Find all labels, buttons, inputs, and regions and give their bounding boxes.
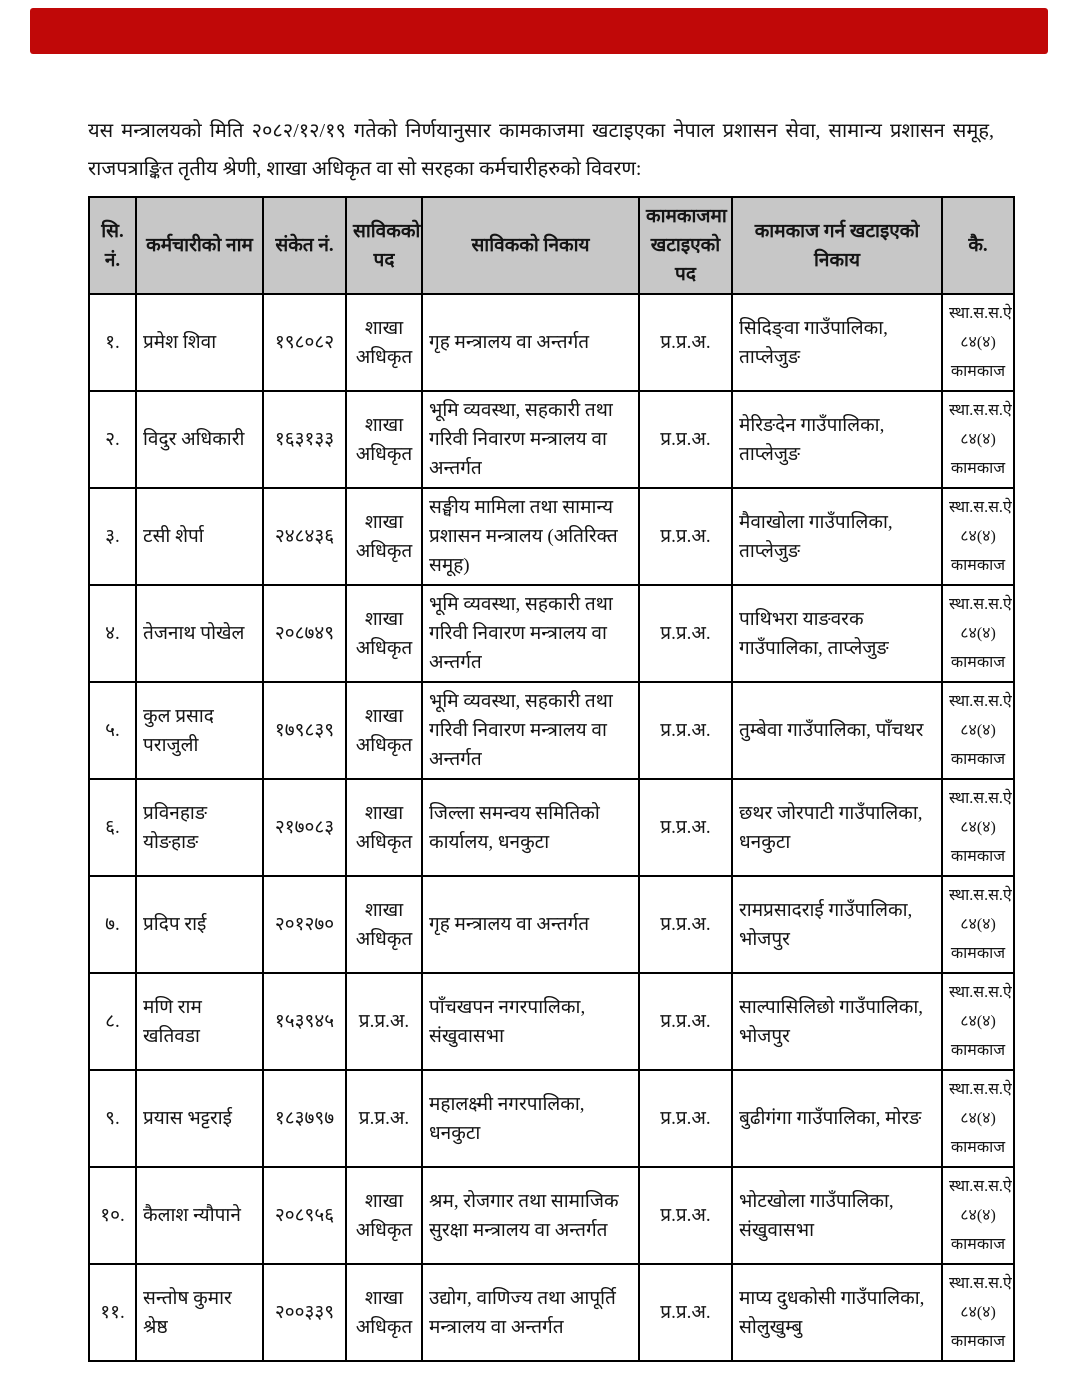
- table-header: [89, 197, 1014, 294]
- table-cell: बुढीगंगा गाउँपालिका, मोरङ: [732, 1070, 942, 1167]
- table-row: [89, 294, 1014, 391]
- table-cell: १.: [89, 294, 136, 391]
- table-cell: माप्य दुधकोसी गाउँपालिका, सोलुखुम्बु: [732, 1264, 942, 1361]
- table-cell: तुम्बेवा गाउँपालिका, पाँचथर: [732, 682, 942, 779]
- header-row: [89, 197, 1014, 294]
- table-cell: ८.: [89, 973, 136, 1070]
- table-cell: प्र.प्र.अ.: [346, 1070, 422, 1167]
- table-cell: प्र.प्र.अ.: [639, 391, 732, 488]
- table-cell: स्था.स.स.ऐ ८४(४) कामकाज: [942, 391, 1014, 488]
- table-cell: ११.: [89, 1264, 136, 1361]
- table-cell: शाखा अधिकृत: [346, 294, 422, 391]
- table-cell: स्था.स.स.ऐ ८४(४) कामकाज: [942, 585, 1014, 682]
- table-cell: प्र.प्र.अ.: [639, 1070, 732, 1167]
- table-row: [89, 585, 1014, 682]
- table-cell: ६.: [89, 779, 136, 876]
- table-cell: प्र.प्र.अ.: [639, 488, 732, 585]
- table-cell: सिदिङ्वा गाउँपालिका, ताप्लेजुङ: [732, 294, 942, 391]
- table-cell: शाखा अधिकृत: [346, 682, 422, 779]
- table-cell: १७९८३९: [263, 682, 346, 779]
- column-header-2: संकेत नं.: [263, 197, 346, 294]
- table-row: [89, 682, 1014, 779]
- table-cell: प्रयास भट्टराई: [136, 1070, 263, 1167]
- column-header-5: कामकाजमा खटाइएको पद: [639, 197, 732, 294]
- column-header-0: सि. नं.: [89, 197, 136, 294]
- table-row: [89, 488, 1014, 585]
- table-cell: प्र.प्र.अ.: [639, 294, 732, 391]
- table-cell: कुल प्रसाद पराजुली: [136, 682, 263, 779]
- table-cell: सङ्घीय मामिला तथा सामान्य प्रशासन मन्त्रालय (अतिरिक्त समूह): [422, 488, 639, 585]
- table-body: [89, 294, 1014, 1361]
- table-cell: प्र.प्र.अ.: [639, 1264, 732, 1361]
- table-cell: शाखा अधिकृत: [346, 391, 422, 488]
- table-cell: उद्योग, वाणिज्य तथा आपूर्ति मन्त्रालय वा अन्तर्गत: [422, 1264, 639, 1361]
- table-cell: २.: [89, 391, 136, 488]
- table-cell: शाखा अधिकृत: [346, 779, 422, 876]
- table-row: [89, 1167, 1014, 1264]
- table-cell: २०८९५६: [263, 1167, 346, 1264]
- table-cell: प्रविनहाङ योङहाङ: [136, 779, 263, 876]
- table-cell: ९.: [89, 1070, 136, 1167]
- table-cell: मणि राम खतिवडा: [136, 973, 263, 1070]
- table-cell: १९८०८२: [263, 294, 346, 391]
- table-cell: गृह मन्त्रालय वा अन्तर्गत: [422, 876, 639, 973]
- table-cell: ५.: [89, 682, 136, 779]
- table-cell: भूमि व्यवस्था, सहकारी तथा गरिवी निवारण मन्त्रालय वा अन्तर्गत: [422, 391, 639, 488]
- table-row: [89, 876, 1014, 973]
- table-cell: भूमि व्यवस्था, सहकारी तथा गरिवी निवारण मन्त्रालय वा अन्तर्गत: [422, 682, 639, 779]
- intro-paragraph: यस मन्त्रालयको मिति २०८२/१२/१९ गतेको निर्णयानुसार कामकाजमा खटाइएका नेपाल प्रशासन सेवा, सामान्य प्रशासन समूह, राजपत्राङ्कित तृतीय श्रेणी, शाखा अधिकृत वा सो सरहका कर्मचारीहरुको विवरण:: [88, 120, 994, 180]
- table-cell: पाथिभरा याङवरक गाउँपालिका, ताप्लेजुङ: [732, 585, 942, 682]
- table-cell: स्था.स.स.ऐ ८४(४) कामकाज: [942, 1167, 1014, 1264]
- table-cell: ३.: [89, 488, 136, 585]
- table-cell: २१७०८३: [263, 779, 346, 876]
- table-cell: प्र.प्र.अ.: [346, 973, 422, 1070]
- table-cell: प्र.प्र.अ.: [639, 876, 732, 973]
- table-cell: २०१२७०: [263, 876, 346, 973]
- table-cell: रामप्रसादराई गाउँपालिका, भोजपुर: [732, 876, 942, 973]
- table-cell: प्रमेश शिवा: [136, 294, 263, 391]
- table-cell: छथर जोरपाटी गाउँपालिका, धनकुटा: [732, 779, 942, 876]
- table-cell: प्रदिप राई: [136, 876, 263, 973]
- table-cell: पाँचखपन नगरपालिका, संखुवासभा: [422, 973, 639, 1070]
- table-row: [89, 391, 1014, 488]
- table-cell: २००३३९: [263, 1264, 346, 1361]
- column-header-4: साविकको निकाय: [422, 197, 639, 294]
- table-cell: शाखा अधिकृत: [346, 585, 422, 682]
- table-cell: प्र.प्र.अ.: [639, 973, 732, 1070]
- table-cell: स्था.स.स.ऐ ८४(४) कामकाज: [942, 779, 1014, 876]
- table-cell: ७.: [89, 876, 136, 973]
- table-cell: मैवाखोला गाउँपालिका, ताप्लेजुङ: [732, 488, 942, 585]
- table-cell: ४.: [89, 585, 136, 682]
- table-cell: टसी शेर्पा: [136, 488, 263, 585]
- table-cell: शाखा अधिकृत: [346, 1264, 422, 1361]
- staff-assignment-table: [88, 196, 1015, 1362]
- table-cell: विदुर अधिकारी: [136, 391, 263, 488]
- redacted-letterhead-bar: [30, 8, 1048, 54]
- table-row: [89, 973, 1014, 1070]
- table-cell: भूमि व्यवस्था, सहकारी तथा गरिवी निवारण मन्त्रालय वा अन्तर्गत: [422, 585, 639, 682]
- table-cell: प्र.प्र.अ.: [639, 682, 732, 779]
- table-cell: स्था.स.स.ऐ ८४(४) कामकाज: [942, 682, 1014, 779]
- column-header-3: साविकको पद: [346, 197, 422, 294]
- table-cell: १५३९४५: [263, 973, 346, 1070]
- table-cell: प्र.प्र.अ.: [639, 779, 732, 876]
- table-cell: मेरिङदेन गाउँपालिका, ताप्लेजुङ: [732, 391, 942, 488]
- table-cell: स्था.स.स.ऐ ८४(४) कामकाज: [942, 1264, 1014, 1361]
- table-cell: गृह मन्त्रालय वा अन्तर्गत: [422, 294, 639, 391]
- table-cell: भोटखोला गाउँपालिका, संखुवासभा: [732, 1167, 942, 1264]
- table-cell: शाखा अधिकृत: [346, 1167, 422, 1264]
- table-cell: स्था.स.स.ऐ ८४(४) कामकाज: [942, 294, 1014, 391]
- table-cell: १६३१३३: [263, 391, 346, 488]
- table-cell: तेजनाथ पोखेल: [136, 585, 263, 682]
- table-cell: साल्पासिलिछो गाउँपालिका, भोजपुर: [732, 973, 942, 1070]
- table-cell: स्था.स.स.ऐ ८४(४) कामकाज: [942, 488, 1014, 585]
- table-cell: प्र.प्र.अ.: [639, 585, 732, 682]
- table-cell: १०.: [89, 1167, 136, 1264]
- table-row: [89, 1264, 1014, 1361]
- table-cell: प्र.प्र.अ.: [639, 1167, 732, 1264]
- table-cell: श्रम, रोजगार तथा सामाजिक सुरक्षा मन्त्रालय वा अन्तर्गत: [422, 1167, 639, 1264]
- table-cell: शाखा अधिकृत: [346, 488, 422, 585]
- table-cell: सन्तोष कुमार श्रेष्ठ: [136, 1264, 263, 1361]
- table-row: [89, 779, 1014, 876]
- table-cell: २४८४३६: [263, 488, 346, 585]
- table-cell: जिल्ला समन्वय समितिको कार्यालय, धनकुटा: [422, 779, 639, 876]
- table-cell: स्था.स.स.ऐ ८४(४) कामकाज: [942, 876, 1014, 973]
- column-header-6: कामकाज गर्न खटाइएको निकाय: [732, 197, 942, 294]
- table-cell: महालक्ष्मी नगरपालिका, धनकुटा: [422, 1070, 639, 1167]
- column-header-1: कर्मचारीको नाम: [136, 197, 263, 294]
- table-cell: शाखा अधिकृत: [346, 876, 422, 973]
- table-cell: २०८७४९: [263, 585, 346, 682]
- table-row: [89, 1070, 1014, 1167]
- table-cell: १८३७९७: [263, 1070, 346, 1167]
- table-cell: स्था.स.स.ऐ ८४(४) कामकाज: [942, 973, 1014, 1070]
- column-header-7: कै.: [942, 197, 1014, 294]
- table-cell: कैलाश न्यौपाने: [136, 1167, 263, 1264]
- table-cell: स्था.स.स.ऐ ८४(४) कामकाज: [942, 1070, 1014, 1167]
